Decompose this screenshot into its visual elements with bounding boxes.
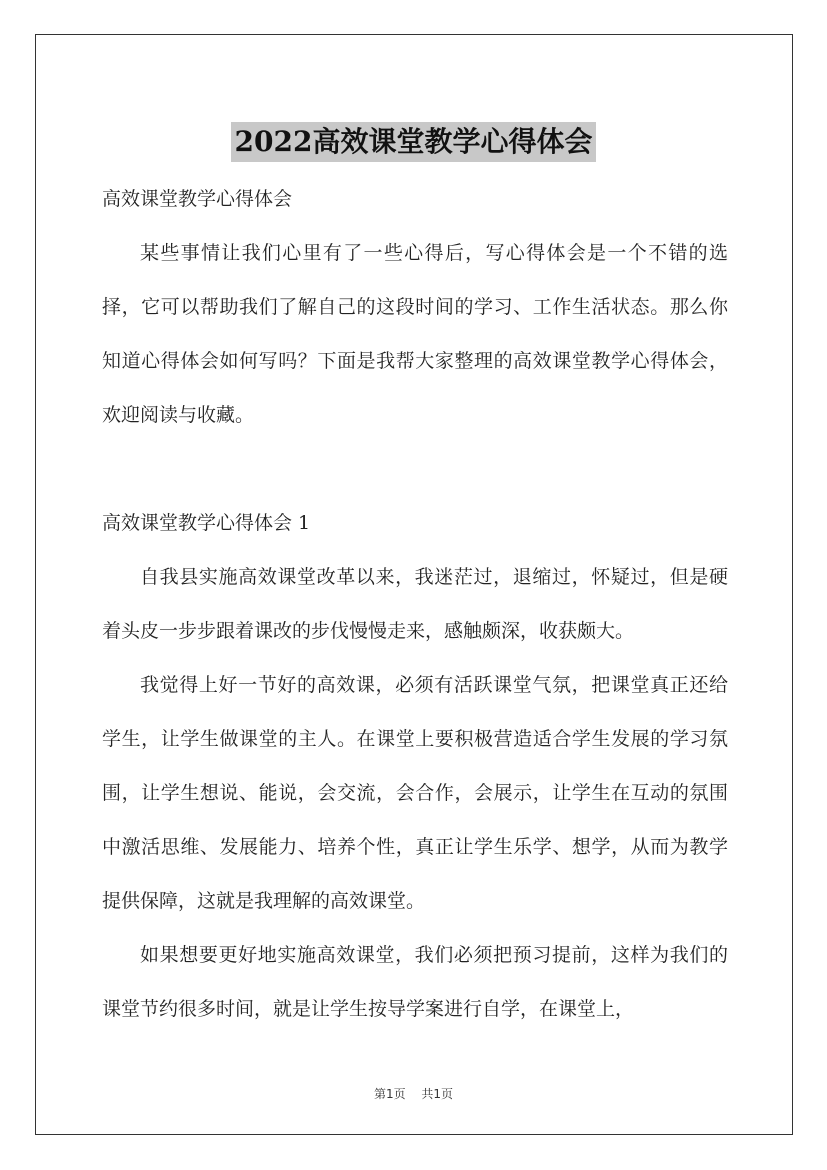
document-title: 2022高效课堂教学心得体会 bbox=[231, 122, 597, 162]
section-1-paragraph-2: 我觉得上好一节好的高效课，必须有活跃课堂气氛，把课堂真正还给学生，让学生做课堂的主人。在课堂上要积极营造适合学生发展的学习氛围，让学生想说、能说，会交流，会合作，会展示，让学生在互动的氛围中激活思维、发展能力、培养个性，真正让学生乐学、想学，从而为教学提供保障，这就是我理解的高效课堂。 bbox=[102, 674, 728, 912]
intro-paragraph: 某些事情让我们心里有了一些心得后，写心得体会是一个不错的选择，它可以帮助我们了解自己的这段时间的学习、工作生活状态。那么你知道心得体会如何写吗？下面是我帮大家整理的高效课堂教学心得体会，欢迎阅读与收藏。 bbox=[102, 242, 728, 426]
title-container bbox=[0, 103, 827, 181]
page-footer bbox=[0, 1085, 827, 1102]
section-1-paragraph-1: 自我县实施高效课堂改革以来，我迷茫过，退缩过，怀疑过，但是硬着头皮一步步跟着课改的步伐慢慢走来，感触颇深，收获颇大。 bbox=[102, 566, 728, 642]
intro-heading: 高效课堂教学心得体会 bbox=[102, 188, 293, 210]
page-total: 共1页 bbox=[421, 1087, 454, 1101]
section-spacer bbox=[102, 442, 728, 496]
section-1-heading: 高效课堂教学心得体会 1 bbox=[102, 512, 311, 534]
document-body bbox=[102, 172, 728, 1036]
page-number: 第1页 bbox=[373, 1087, 406, 1101]
section-1-paragraph-3: 如果想要更好地实施高效课堂，我们必须把预习提前，这样为我们的课堂节约很多时间，就是让学生按导学案进行自学，在课堂上， bbox=[102, 944, 728, 1020]
